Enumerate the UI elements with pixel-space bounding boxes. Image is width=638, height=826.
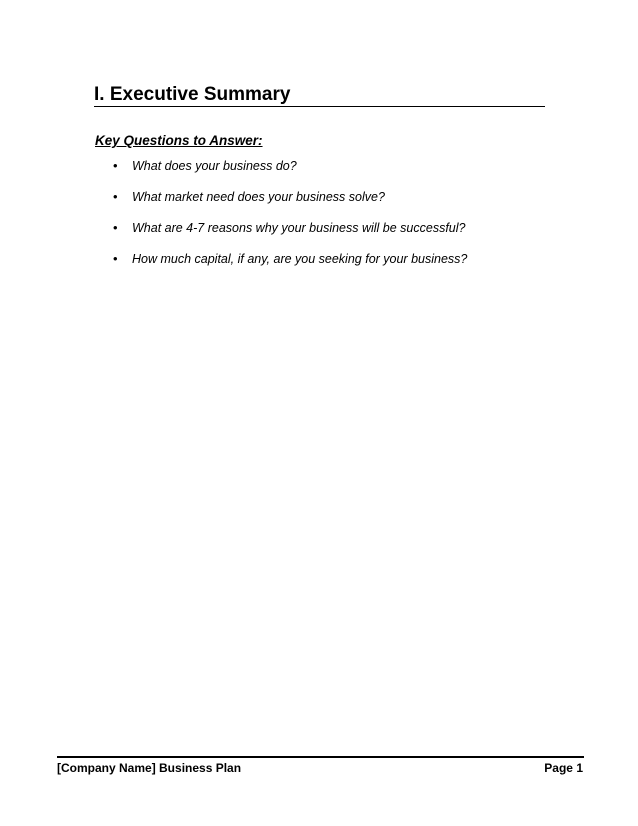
key-questions-subheading: Key Questions to Answer:	[95, 133, 263, 148]
bullet-icon: •	[113, 251, 118, 266]
footer-divider	[57, 756, 584, 758]
bullet-icon: •	[113, 158, 118, 173]
question-text: What are 4-7 reasons why your business will be successful?	[132, 221, 466, 235]
section-heading: I. Executive Summary	[94, 84, 545, 107]
question-text: What market need does your business solve?	[132, 190, 385, 204]
question-text: What does your business do?	[132, 159, 297, 173]
bullet-icon: •	[113, 189, 118, 204]
question-text: How much capital, if any, are you seeking for your business?	[132, 252, 468, 266]
footer-page-number: Page 1	[544, 761, 583, 775]
bullet-icon: •	[113, 220, 118, 235]
footer-document-title: [Company Name] Business Plan	[57, 761, 242, 775]
